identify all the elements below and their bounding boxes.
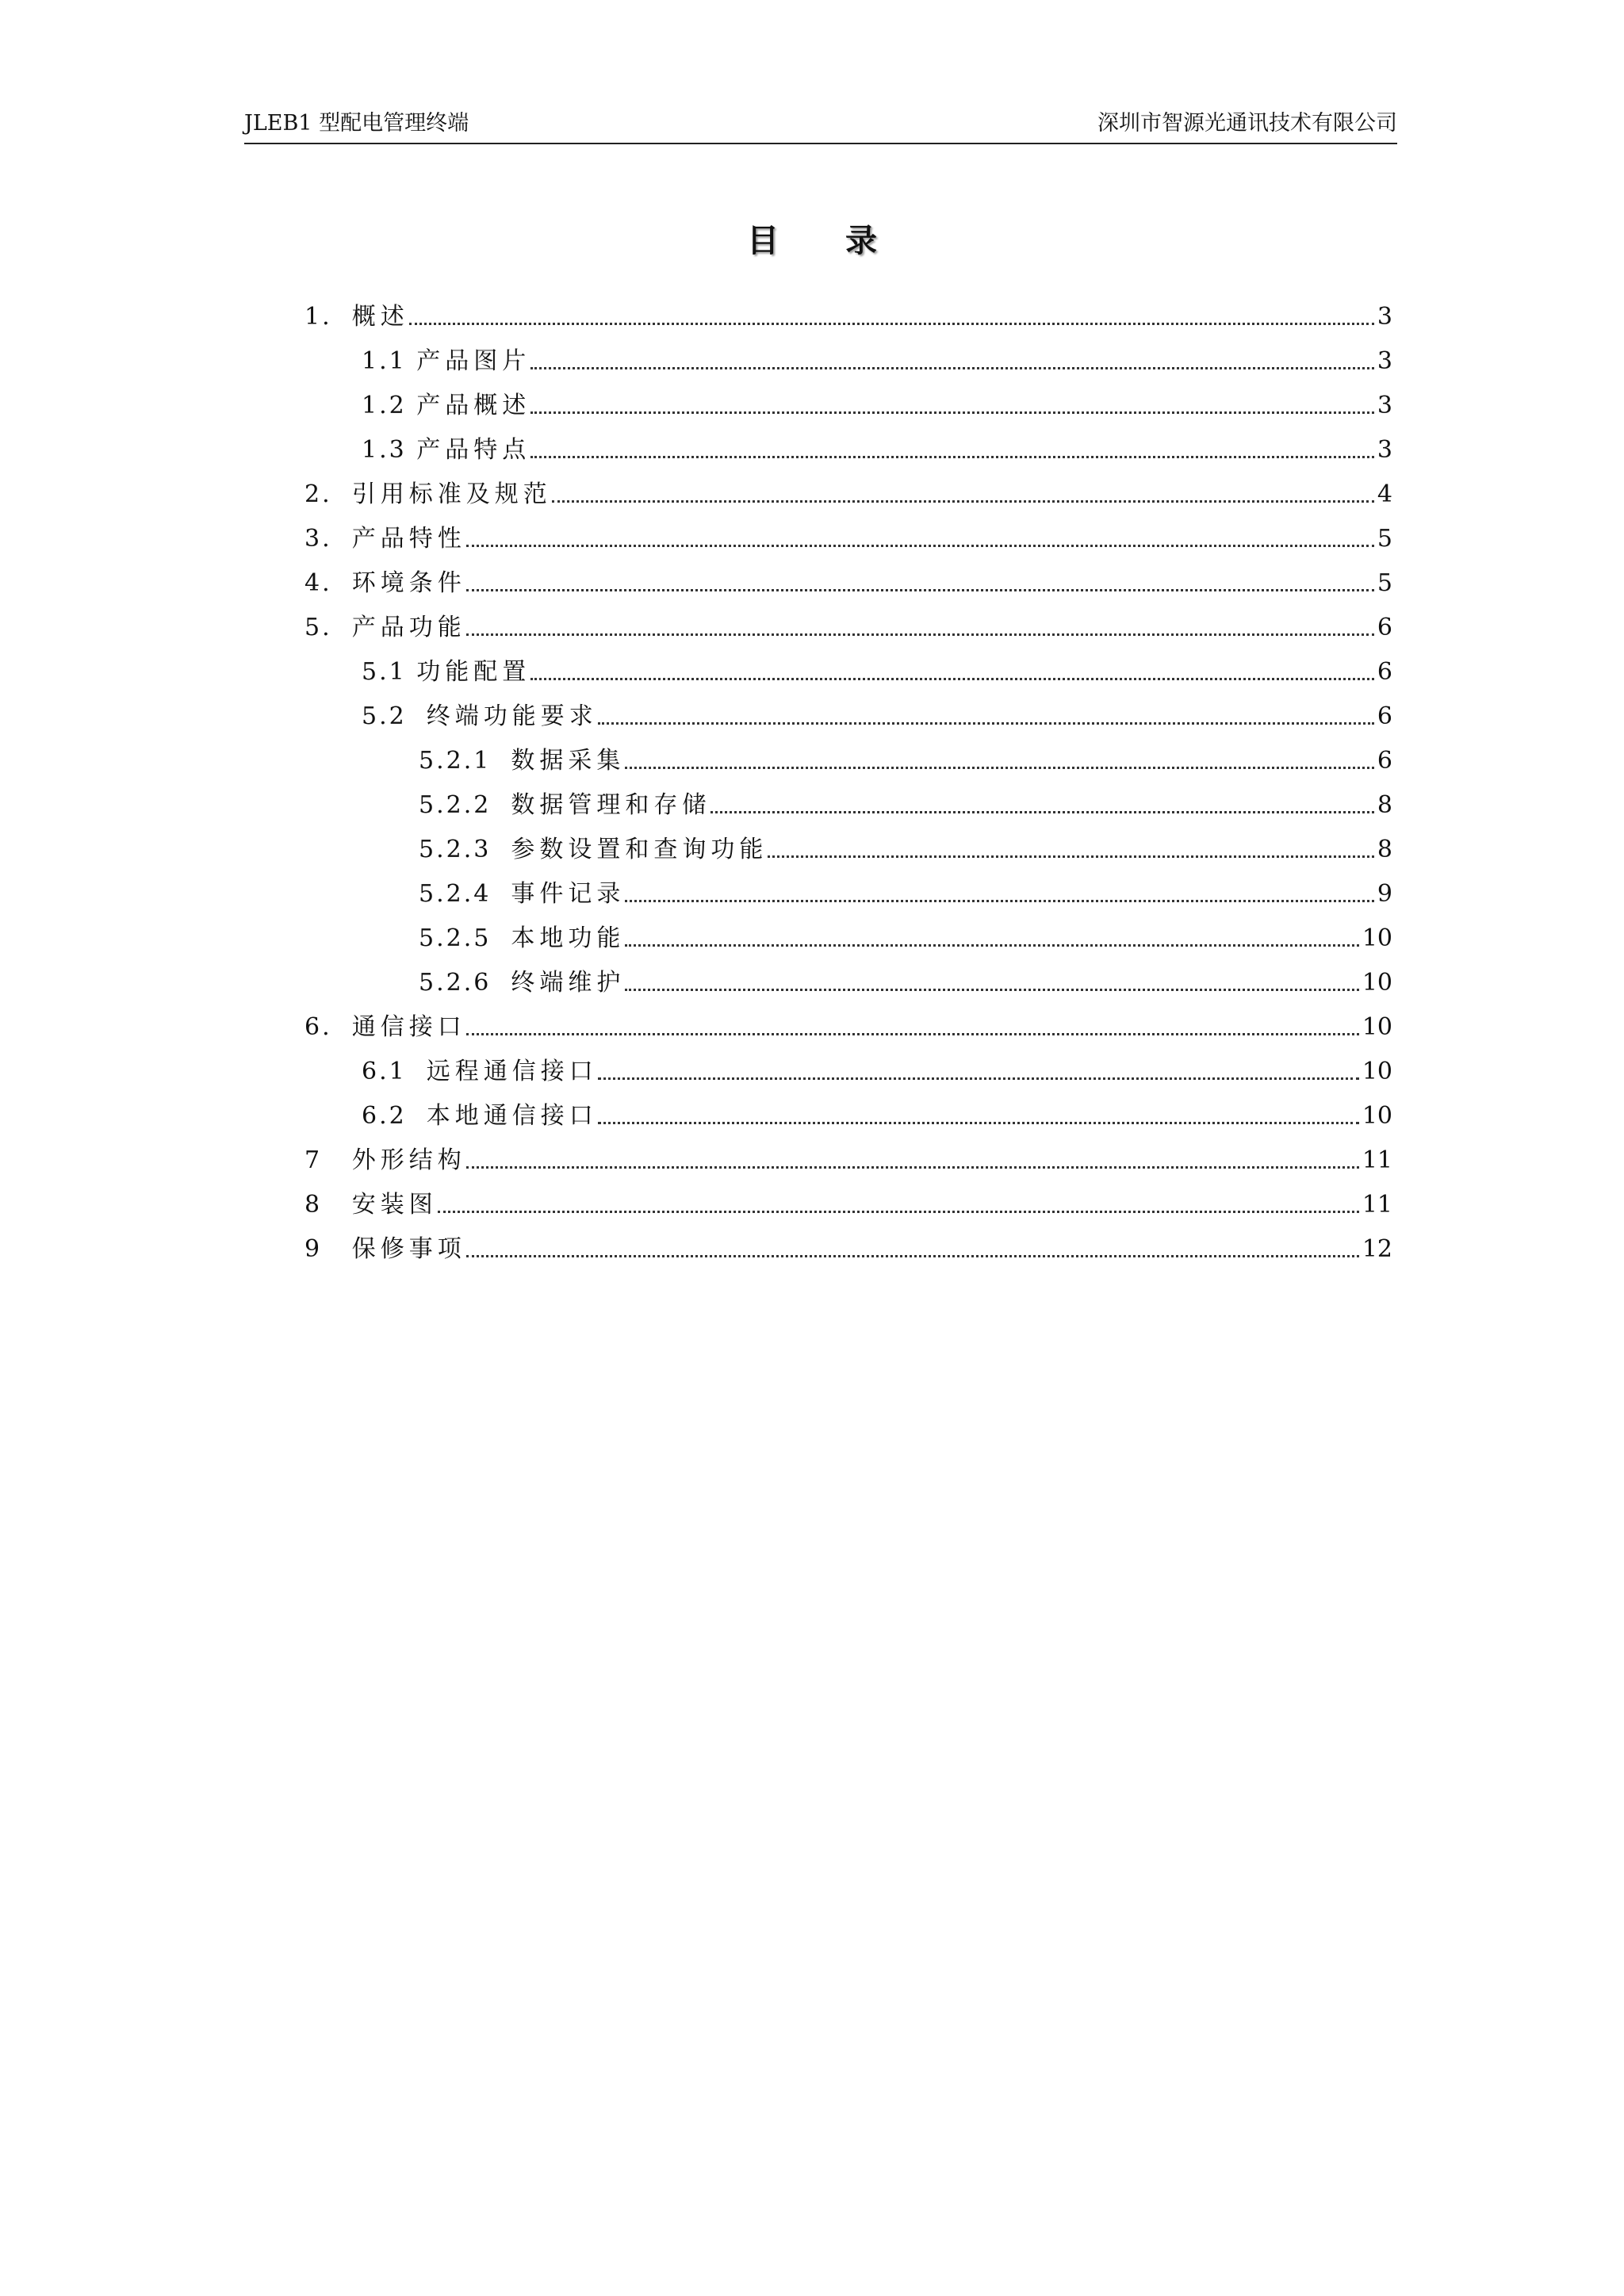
toc-entry-title: 引用标准及规范	[351, 480, 552, 508]
toc-entry[interactable]	[304, 779, 1392, 823]
toc-dot-leader	[598, 1122, 1359, 1124]
toc-entry-title: 远程通信接口	[426, 1058, 598, 1085]
toc-entry[interactable]	[304, 690, 1392, 734]
toc-entry[interactable]	[304, 423, 1392, 468]
toc-entry[interactable]	[304, 912, 1392, 956]
table-of-contents	[304, 290, 1392, 1267]
toc-entry-title: 产品概述	[416, 392, 531, 419]
toc-entry[interactable]	[304, 290, 1392, 335]
toc-entry[interactable]	[304, 335, 1392, 379]
toc-entry-number: 6.1	[362, 1058, 427, 1085]
toc-dot-leader	[466, 589, 1374, 591]
toc-entry-title: 数据采集	[511, 747, 626, 775]
toc-dot-leader	[466, 1255, 1359, 1257]
toc-dot-leader	[438, 1211, 1359, 1213]
toc-entry-title: 产品特点	[416, 436, 531, 464]
toc-entry-page: 6	[1377, 702, 1392, 730]
toc-entry-number: 9	[304, 1235, 352, 1263]
toc-entry[interactable]	[304, 645, 1392, 690]
page-header	[244, 108, 1397, 144]
toc-entry-title: 环境条件	[351, 569, 466, 597]
toc-dot-leader	[530, 411, 1374, 414]
toc-entry-page: 8	[1377, 836, 1392, 863]
toc-entry-page: 10	[1362, 1058, 1392, 1085]
toc-dot-leader	[530, 678, 1374, 680]
toc-entry-number: 5.2.3	[419, 836, 511, 863]
toc-entry[interactable]	[304, 1134, 1392, 1178]
toc-entry-title: 安装图	[351, 1191, 438, 1219]
toc-entry-number: 6.2	[362, 1102, 427, 1130]
toc-entry-page: 6	[1377, 747, 1392, 775]
toc-dot-leader	[530, 456, 1374, 458]
toc-entry-title: 本地功能	[511, 924, 626, 952]
toc-entry-page: 4	[1377, 480, 1392, 508]
toc-entry-number: 2.	[304, 480, 352, 508]
toc-entry-page: 3	[1377, 392, 1392, 419]
toc-entry-number: 5.2.6	[419, 969, 511, 997]
toc-entry-number: 7	[304, 1146, 352, 1174]
toc-entry-page: 10	[1362, 969, 1392, 997]
toc-title: 目录	[747, 222, 944, 259]
toc-dot-leader	[710, 811, 1374, 813]
toc-dot-leader	[625, 900, 1374, 902]
toc-entry-title: 终端功能要求	[426, 702, 598, 730]
toc-entry-number: 4.	[304, 569, 352, 597]
toc-entry[interactable]	[304, 512, 1392, 557]
toc-entry-page: 11	[1362, 1191, 1392, 1219]
toc-entry[interactable]	[304, 557, 1392, 601]
toc-entry-number: 5.	[304, 614, 352, 641]
toc-entry-page: 3	[1377, 436, 1392, 464]
toc-entry[interactable]	[304, 1223, 1392, 1267]
toc-dot-leader	[530, 367, 1374, 369]
toc-entry-page: 6	[1377, 614, 1392, 641]
toc-dot-leader	[552, 500, 1374, 503]
toc-entry-number: 5.2.5	[419, 924, 511, 952]
toc-entry-page: 9	[1377, 880, 1392, 908]
toc-entry-page: 5	[1377, 569, 1392, 597]
toc-entry-number: 1.	[304, 303, 352, 331]
toc-entry-number: 1.1	[362, 347, 417, 375]
toc-entry-title: 事件记录	[511, 880, 626, 908]
toc-entry-page: 5	[1377, 525, 1392, 553]
toc-entry-title: 数据管理和存储	[511, 791, 711, 819]
toc-entry[interactable]	[304, 468, 1392, 512]
toc-dot-leader	[598, 722, 1374, 725]
toc-dot-leader	[466, 633, 1374, 636]
toc-entry-page: 10	[1362, 1013, 1392, 1041]
toc-entry-number: 5.2.1	[419, 747, 511, 775]
toc-entry[interactable]	[304, 734, 1392, 779]
toc-entry[interactable]	[304, 867, 1392, 912]
toc-entry-title: 本地通信接口	[426, 1102, 598, 1130]
toc-dot-leader	[768, 855, 1374, 858]
toc-entry-title: 产品特性	[351, 525, 466, 553]
toc-entry[interactable]	[304, 1045, 1392, 1089]
toc-entry-title: 参数设置和查询功能	[511, 836, 768, 863]
toc-entry-number: 5.1	[362, 658, 417, 686]
toc-entry-title: 产品图片	[416, 347, 531, 375]
toc-dot-leader	[598, 1077, 1359, 1080]
toc-entry-number: 5.2	[362, 702, 427, 730]
toc-entry-title: 功能配置	[416, 658, 531, 686]
toc-entry[interactable]	[304, 1178, 1392, 1223]
toc-dot-leader	[466, 1033, 1359, 1035]
toc-dot-leader	[409, 323, 1374, 325]
toc-entry-number: 1.3	[362, 436, 417, 464]
toc-entry-number: 1.2	[362, 392, 417, 419]
toc-dot-leader	[466, 545, 1374, 547]
toc-entry-title: 终端维护	[511, 969, 626, 997]
toc-entry-page: 8	[1377, 791, 1392, 819]
toc-entry-number: 6.	[304, 1013, 352, 1041]
toc-entry-number: 5.2.4	[419, 880, 511, 908]
toc-entry-page: 11	[1362, 1146, 1392, 1174]
toc-entry-number: 3.	[304, 525, 352, 553]
toc-entry-title: 保修事项	[351, 1235, 466, 1263]
toc-entry[interactable]	[304, 601, 1392, 645]
toc-entry-page: 10	[1362, 924, 1392, 952]
toc-entry-page: 6	[1377, 658, 1392, 686]
toc-entry-title: 产品功能	[351, 614, 466, 641]
toc-entry-page: 10	[1362, 1102, 1392, 1130]
toc-entry-page: 3	[1377, 347, 1392, 375]
toc-entry[interactable]	[304, 379, 1392, 423]
toc-entry-page: 12	[1362, 1235, 1392, 1263]
header-product-name: JLEB1 型配电管理终端	[244, 111, 469, 136]
toc-entry-number: 5.2.2	[419, 791, 511, 819]
toc-dot-leader	[466, 1166, 1359, 1169]
toc-entry-page: 3	[1377, 303, 1392, 331]
toc-entry-title: 概述	[351, 303, 409, 331]
toc-entry[interactable]	[304, 956, 1392, 1001]
toc-dot-leader	[625, 767, 1374, 769]
toc-dot-leader	[625, 944, 1358, 947]
toc-entry-title: 外形结构	[351, 1146, 466, 1174]
toc-entry-title: 通信接口	[351, 1013, 466, 1041]
toc-entry[interactable]	[304, 1001, 1392, 1045]
toc-dot-leader	[625, 989, 1358, 991]
toc-entry[interactable]	[304, 1089, 1392, 1134]
toc-entry-number: 8	[304, 1191, 352, 1219]
header-company-name: 深圳市智源光通讯技术有限公司	[1097, 111, 1397, 136]
toc-entry[interactable]	[304, 823, 1392, 867]
